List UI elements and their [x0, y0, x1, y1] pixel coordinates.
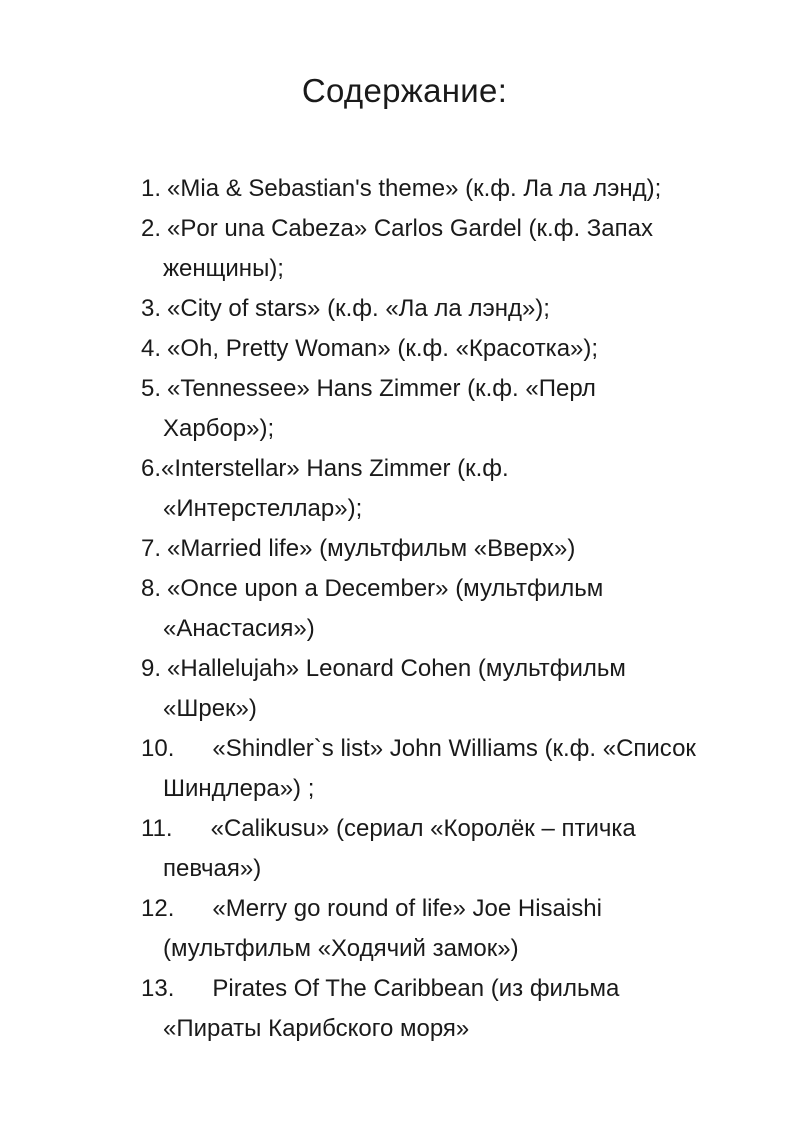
item-text: «Mia & Sebastian's theme» (к.ф. Ла ла лэнд); — [167, 175, 662, 202]
list-item — [141, 449, 781, 529]
item-text: «Hallelujah» Leonard Cohen (мультфильм — [167, 655, 626, 682]
item-number: 6. — [141, 455, 162, 482]
list-item — [141, 809, 781, 889]
item-text-continued: «Пираты Карибского моря» — [163, 1015, 470, 1042]
item-text-continued: «Анастасия») — [163, 615, 315, 642]
item-number: 3. — [141, 295, 162, 322]
item-text: Pirates Of The Caribbean (из фильма — [212, 975, 620, 1002]
item-text: «Shindler`s list» John Williams (к.ф. «Список — [212, 735, 696, 762]
item-number: 12. — [141, 895, 175, 922]
contents-list — [141, 169, 781, 1049]
page-title: Содержание: — [301, 72, 508, 109]
list-item — [141, 649, 781, 729]
item-number: 10. — [141, 735, 175, 762]
item-text-continued: «Шрек») — [163, 695, 257, 722]
list-item — [141, 889, 781, 969]
list-item — [141, 329, 781, 369]
item-text: «Por una Cabeza» Carlos Gardel (к.ф. Запах — [167, 215, 653, 242]
list-item — [141, 369, 781, 449]
list-item — [141, 169, 781, 209]
item-text: «Calikusu» (сериал «Королёк – птичка — [210, 815, 636, 842]
item-text-continued: (мультфильм «Ходячий замок») — [163, 935, 519, 962]
item-number: 7. — [141, 535, 162, 562]
item-number: 13. — [141, 975, 175, 1002]
item-text: «Oh, Pretty Woman» (к.ф. «Красотка»); — [167, 335, 599, 362]
item-number: 5. — [141, 375, 162, 402]
item-number: 9. — [141, 655, 162, 682]
list-item — [141, 529, 781, 569]
item-text-continued: Шиндлера») ; — [163, 775, 315, 802]
list-item — [141, 289, 781, 329]
item-number: 11. — [141, 815, 173, 842]
item-text: «Once upon a December» (мультфильм — [167, 575, 604, 602]
list-item — [141, 569, 781, 649]
list-item — [141, 729, 781, 809]
item-text-continued: женщины); — [163, 255, 284, 282]
item-text: «Interstellar» Hans Zimmer (к.ф. — [161, 455, 509, 482]
item-text: «Tennessee» Hans Zimmer (к.ф. «Перл — [167, 375, 596, 402]
item-number: 4. — [141, 335, 162, 362]
item-text-continued: Харбор»); — [163, 415, 275, 442]
item-number: 2. — [141, 215, 162, 242]
item-text-continued: «Интерстеллар»); — [163, 495, 363, 522]
item-text-continued: певчая») — [163, 855, 262, 882]
item-number: 1. — [141, 175, 162, 202]
list-item — [141, 969, 781, 1049]
list-item — [141, 209, 781, 289]
item-text: «Merry go round of life» Joe Hisaishi — [212, 895, 602, 922]
item-text: «Married life» (мультфильм «Вверх») — [167, 535, 576, 562]
item-number: 8. — [141, 575, 162, 602]
item-text: «City of stars» (к.ф. «Ла ла лэнд»); — [167, 295, 550, 322]
